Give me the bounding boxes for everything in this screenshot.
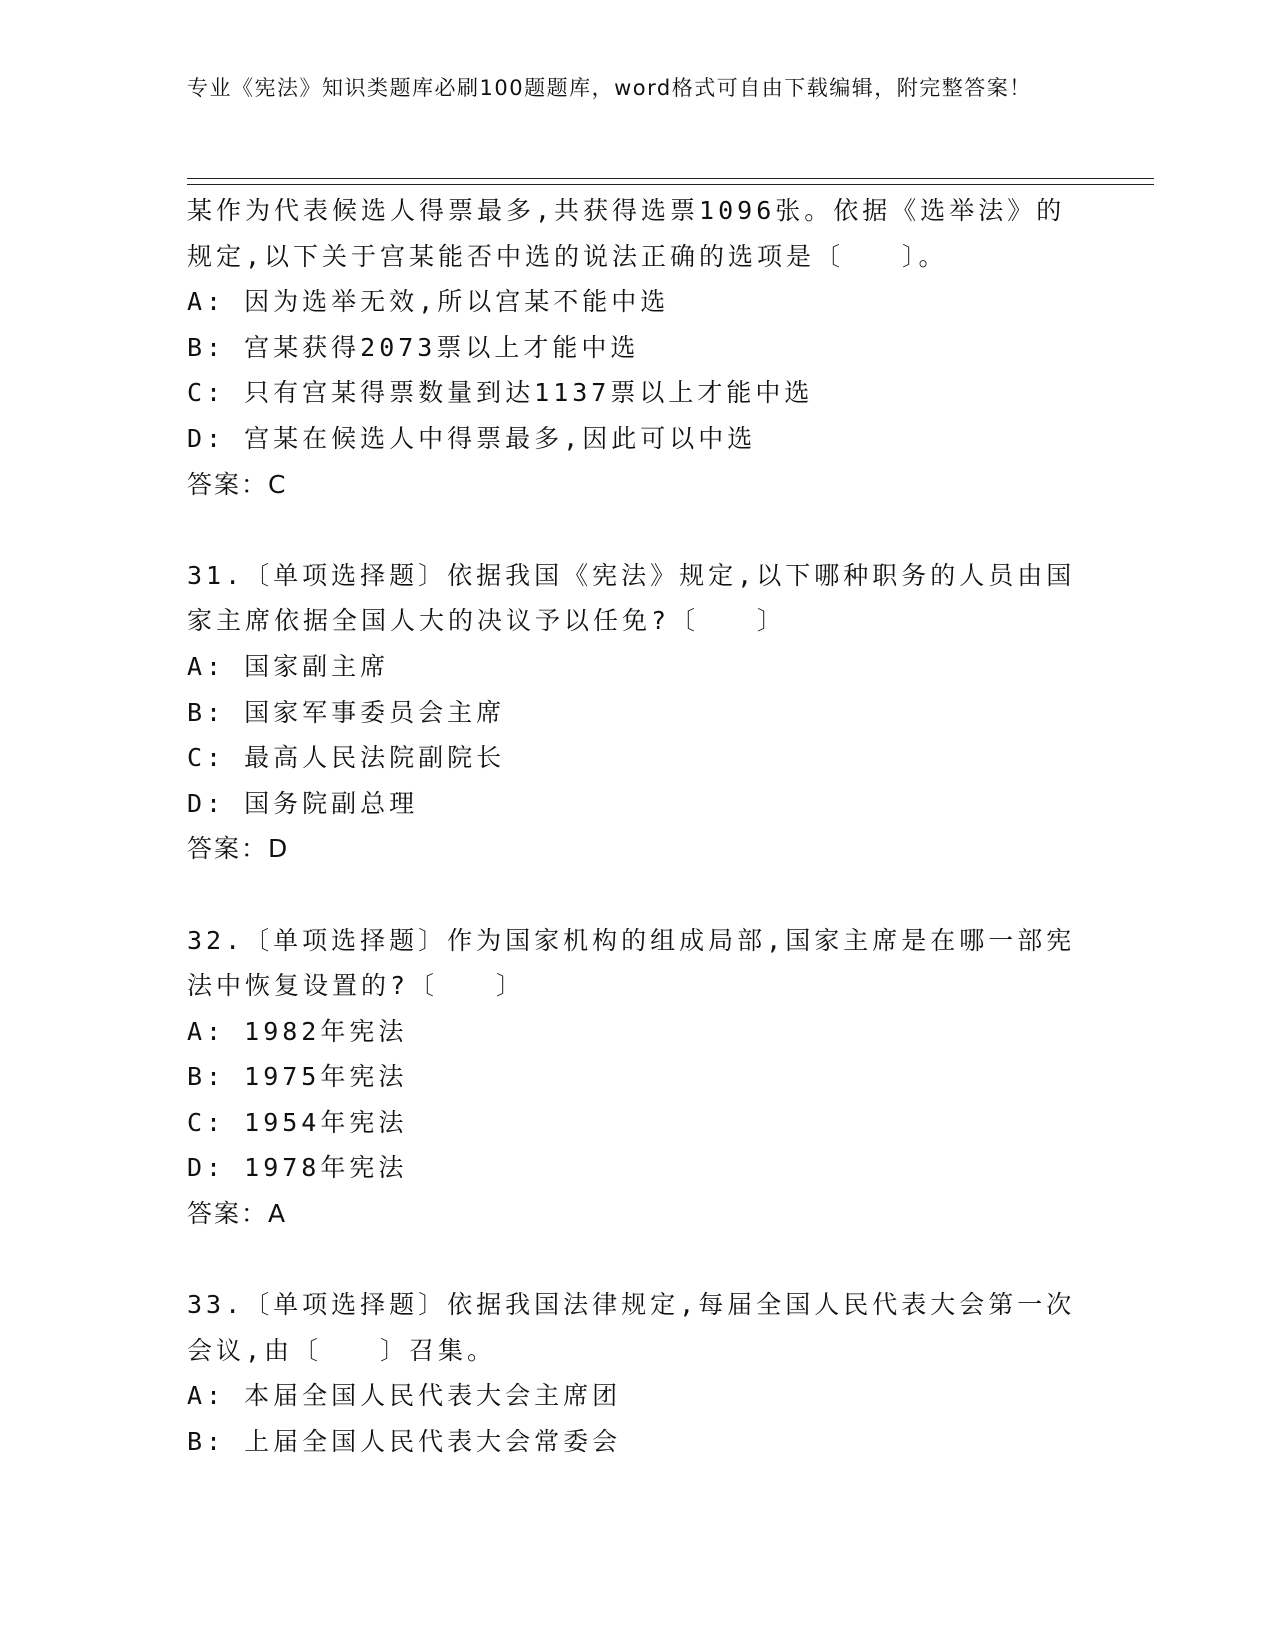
block-spacer — [187, 1237, 1087, 1283]
option-b: B: 宫某获得2073票以上才能中选 — [187, 332, 640, 362]
question-block — [187, 553, 1087, 872]
option-b: B: 上届全国人民代表大会常委会 — [187, 1427, 622, 1457]
answer: 答案：D — [187, 834, 290, 864]
option-d: D: 1978年宪法 — [187, 1153, 408, 1183]
option-c: C: 只有宫某得票数量到达1137票以上才能中选 — [187, 378, 814, 408]
question-block — [187, 1282, 1087, 1464]
option-b: B: 国家军事委员会主席 — [187, 697, 506, 727]
answer: 答案：A — [187, 1199, 288, 1229]
question-list — [187, 188, 1087, 1465]
option-b: B: 1975年宪法 — [187, 1062, 408, 1092]
question-stem-line: 法中恢复设置的?〔 〕 — [187, 971, 526, 1001]
option-d: D: 国务院副总理 — [187, 788, 419, 818]
question-block — [187, 918, 1087, 1237]
question-stem-line: 33.〔单项选择题〕依据我国法律规定,每届全国人民代表大会第一次 — [187, 1290, 1076, 1320]
header-rule-top — [187, 178, 1154, 179]
block-spacer — [187, 507, 1087, 553]
block-spacer — [187, 872, 1087, 918]
option-a: A: 本届全国人民代表大会主席团 — [187, 1381, 622, 1411]
question-stem-line: 31.〔单项选择题〕依据我国《宪法》规定,以下哪种职务的人员由国 — [187, 560, 1076, 590]
option-a: A: 1982年宪法 — [187, 1016, 408, 1046]
option-a: A: 国家副主席 — [187, 651, 390, 681]
question-stem-line: 规定,以下关于宫某能否中选的说法正确的选项是〔 〕。 — [187, 241, 948, 271]
header-rule-bottom — [187, 184, 1154, 185]
question-block — [187, 188, 1087, 507]
question-stem-line: 会议,由〔 〕召集。 — [187, 1335, 497, 1365]
option-a: A: 因为选举无效,所以宫某不能中选 — [187, 287, 670, 317]
option-c: C: 1954年宪法 — [187, 1107, 408, 1137]
question-stem-line: 家主席依据全国人大的决议予以任免?〔 〕 — [187, 606, 787, 636]
answer: 答案：C — [187, 469, 288, 499]
header-title: 专业《宪法》知识类题库必刷100题题库，word格式可自由下载编辑，附完整答案！ — [187, 76, 1032, 100]
question-stem-line: 32.〔单项选择题〕作为国家机构的组成局部,国家主席是在哪一部宪 — [187, 925, 1076, 955]
question-stem-line: 某作为代表候选人得票最多,共获得选票1096张。依据《选举法》的 — [187, 196, 1066, 225]
option-c: C: 最高人民法院副院长 — [187, 743, 506, 773]
option-d: D: 宫某在候选人中得票最多,因此可以中选 — [187, 423, 757, 453]
